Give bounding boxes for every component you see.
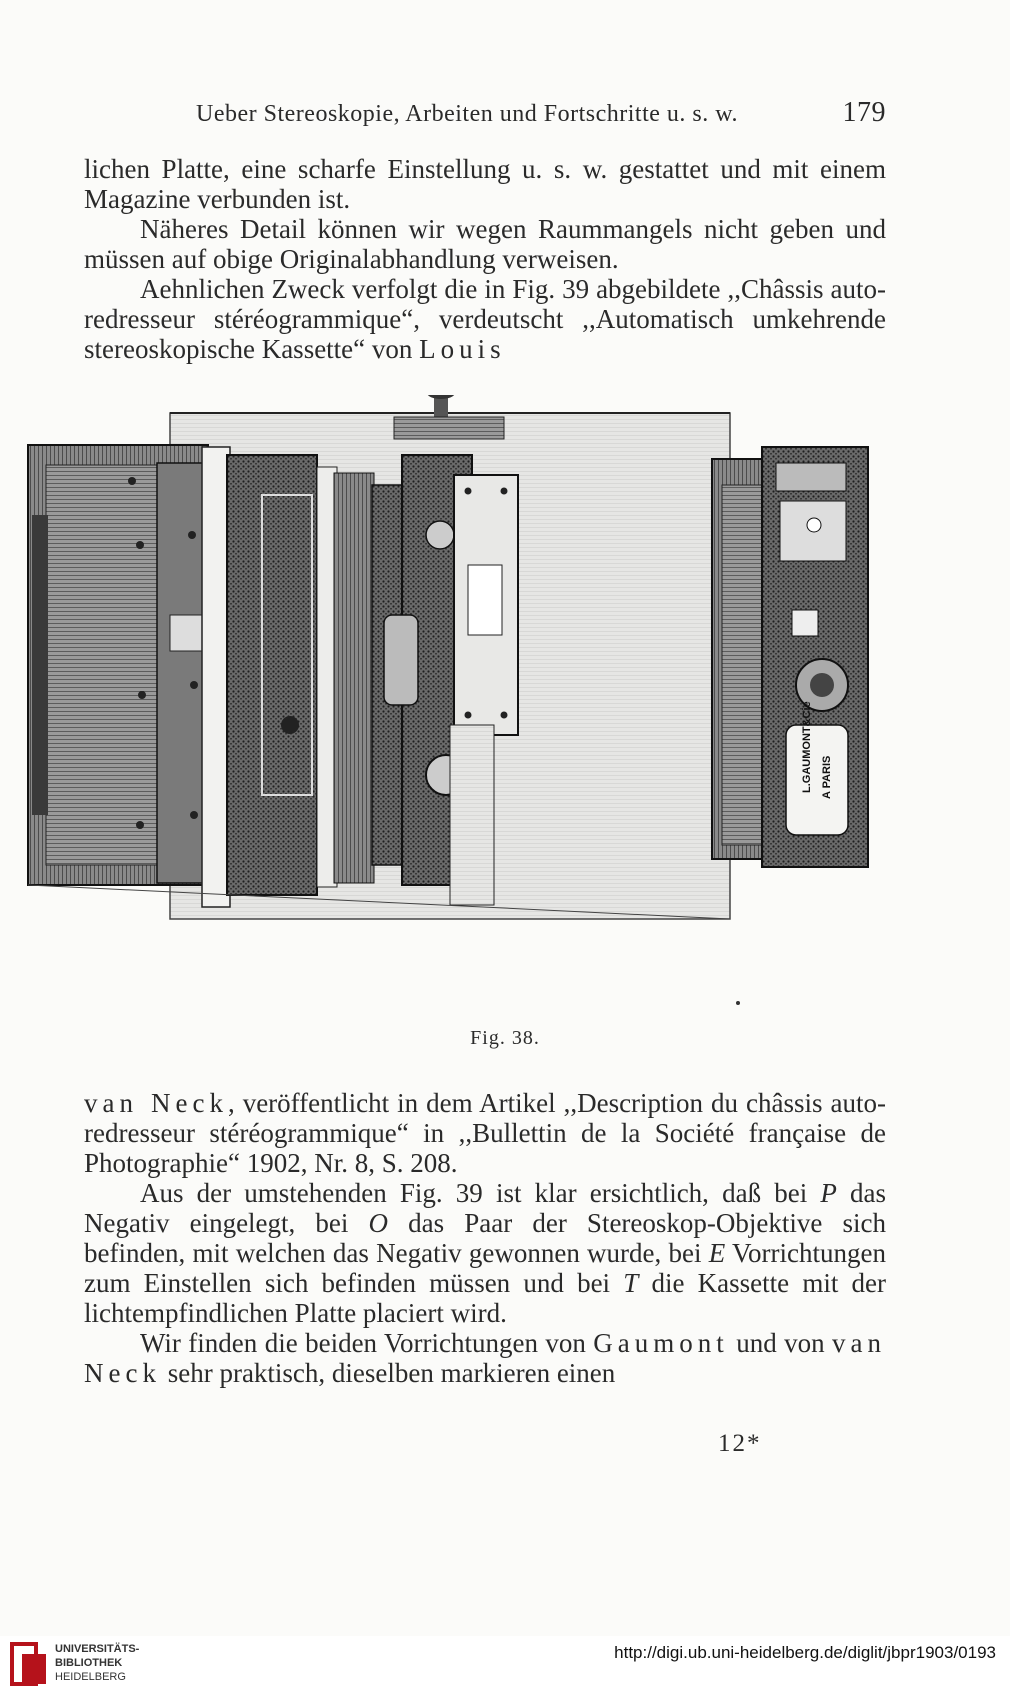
figure-caption: Fig. 38. bbox=[470, 1027, 540, 1049]
paragraph: Näheres Detail können wir wegen Raummangels nicht geben und müssen auf obige Originalabhandlung verweisen. bbox=[84, 214, 886, 274]
author-name: Louis bbox=[419, 334, 506, 364]
library-footer bbox=[0, 1636, 1010, 1694]
library-name bbox=[55, 1642, 139, 1684]
figure-camera-illustration bbox=[22, 395, 934, 1005]
paragraph-text: das Paar der Stereoskop-Objektive sich befinden, mit welchen das Negativ gewonnen wurde, bei bbox=[84, 1208, 886, 1268]
text-block-top bbox=[84, 154, 886, 364]
author-name: van Neck bbox=[84, 1328, 887, 1388]
camera-engraving-icon bbox=[22, 395, 934, 1005]
source-url-link[interactable]: http://digi.ub.uni-heidelberg.de/diglit/jbpr1903/0193 bbox=[614, 1643, 996, 1662]
paragraph-text: Vorrichtungen zum Einstellen sich befinden müssen und bei bbox=[84, 1238, 886, 1298]
plate-label-2: A PARIS bbox=[821, 755, 833, 799]
var-o: O bbox=[368, 1208, 389, 1238]
library-name-line: BIBLIOTHEK bbox=[55, 1657, 123, 1669]
paragraph-text: sehr praktisch, dieselben markieren einen bbox=[160, 1358, 616, 1388]
paragraph bbox=[84, 274, 886, 364]
paragraph-text: Aehnlichen Zweck verfolgt die in Fig. 39 abgebildete ,,Châssis auto-redresseur stéréogrammique“, verdeutscht ,,Automatisch umkehrende stereoskopische Kassette“ von bbox=[84, 274, 886, 364]
author-name: Gaumont bbox=[593, 1328, 729, 1358]
paragraph bbox=[84, 1088, 886, 1178]
paragraph bbox=[84, 1178, 886, 1328]
library-logo-icon bbox=[10, 1640, 50, 1690]
paragraph-text: Aus der umstehenden Fig. 39 ist klar ersichtlich, daß bei bbox=[140, 1178, 821, 1208]
paragraph-text: , veröffentlicht in dem Artikel ,,Description du châssis auto-redresseur stéréogrammique“ in ,,Bullettin de la Société française de Photographie“ 1902, Nr. 8, S. 208. bbox=[84, 1088, 887, 1178]
library-name-line: UNIVERSITÄTS- bbox=[55, 1643, 140, 1655]
paragraph-text: die Kassette mit der lichtempfindlichen Platte placiert wird. bbox=[84, 1268, 886, 1328]
var-e: E bbox=[708, 1238, 726, 1268]
library-name-line: HEIDELBERG bbox=[55, 1671, 126, 1683]
running-title: Ueber Stereoskopie, Arbeiten und Fortschritte u. s. w. bbox=[196, 101, 739, 127]
paragraph bbox=[84, 1328, 886, 1388]
signature-mark: 12* bbox=[718, 1430, 762, 1457]
text-block-bottom bbox=[84, 1088, 886, 1388]
var-t: T bbox=[623, 1268, 639, 1298]
page-number: 179 bbox=[842, 97, 886, 128]
var-p: P bbox=[820, 1178, 837, 1208]
paragraph-text: und von bbox=[728, 1328, 833, 1358]
author-name: van Neck bbox=[84, 1088, 228, 1118]
plate-label-1: L.GAUMONT&Cie bbox=[801, 701, 813, 793]
paragraph: lichen Platte, eine scharfe Einstellung u. s. w. gestattet und mit einem Magazine verbunden ist. bbox=[84, 154, 886, 214]
paragraph-text: Wir finden die beiden Vorrichtungen von bbox=[140, 1328, 594, 1358]
paragraph-text: das Negativ eingelegt, bei bbox=[84, 1178, 886, 1238]
